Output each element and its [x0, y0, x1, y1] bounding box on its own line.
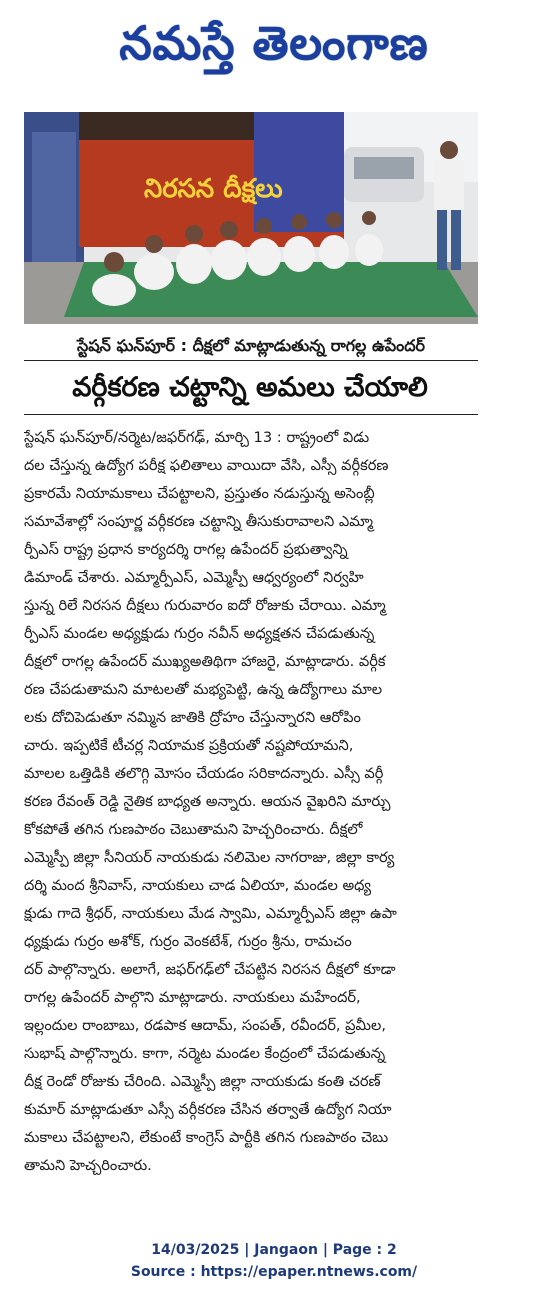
article-headline: వర్గీకరణ చట్టాన్ని అమలు చేయాలి: [72, 372, 428, 403]
article-line: మాలల ఒత్తిడికి తలొగ్గి మోసం చేయడం సరికాదన్నారు. ఎస్సీ వర్గీ: [24, 765, 384, 782]
masthead: [0, 8, 548, 78]
footer-dateline: 14/03/2025 | Jangaon | Page : 2: [151, 1242, 397, 1258]
article-line: దీక్షలో రాగల్ల ఉపేందర్ ముఖ్యఅతిథిగా హాజరై, మాట్లాడారు. వర్గీక: [24, 653, 386, 670]
article-line: రణ చేపడుతామని మాటలతో మభ్యపెట్టి, ఉన్న ఉద్యోగాలు మాల: [24, 681, 383, 698]
article-line: సమావేశాల్లో సంపూర్ణ వర్గీకరణ చట్టాన్ని తీసుకురావాలని ఎమ్మా: [24, 513, 374, 530]
article-line: దర్ పాల్గొన్నారు. అలాగే, జఫర్‌గఢ్‌లో చేపట్టిన నిరసన దీక్షలో కూడా: [24, 961, 396, 978]
article-line: ర్పీఎస్ మండల అధ్యక్షుడు గుర్రం నవీన్ అధ్యక్షతన చేపడుతున్న: [24, 625, 375, 642]
article-line: కరణ రేవంత్ రెడ్డి నైతిక బాధ్యత అన్నారు. ఆయన వైఖరిని మార్చు: [24, 793, 391, 810]
article-line: చారు. ఇప్పటికే టీచర్ల నియామక ప్రక్రియతో నష్టపోయామని,: [24, 737, 354, 754]
article-line: రాగల్ల ఉపేందర్ పాల్గొని మాట్లాడారు. నాయకులు మహేందర్,: [24, 989, 361, 1006]
article-line: ప్రకారమే నియామకాలు చేపట్టాలని, ప్రస్తుతం నడుస్తున్న అసెంబ్లీ: [24, 485, 375, 502]
article-line: క్షుడు గాదె శ్రీధర్, నాయకులు మేడ స్వామి, ఎమ్మార్పీఎస్ జిల్లా ఉపా: [24, 905, 397, 922]
article-line: తామని హెచ్చరించారు.: [24, 1157, 152, 1174]
photo-caption: స్టేషన్ ఘన్‌పూర్ : దీక్షలో మాట్లాడుతున్న రాగల్ల ఉపేందర్: [77, 336, 425, 355]
article-line: సుభాష్ పాల్గొన్నారు. కాగా, నర్మెట మండల కేంద్రంలో చేపడుతున్న: [24, 1045, 386, 1062]
article-line: దీక్ష రెండో రోజుకు చేరింది. ఎమ్మెస్పీ జిల్లా నాయకుడు కంతి చరణ్: [24, 1073, 381, 1090]
photo-illustration: [24, 112, 478, 324]
article-line: ధ్యక్షుడు గుర్రం అశోక్, గుర్రం వెంకటేశ్, గుర్రం శ్రీను, రామచం: [24, 933, 352, 950]
article-line: డిమాండ్ చేశారు. ఎమ్మార్పీఎస్, ఎమ్మెస్పీ ఆధ్వర్యంలో నిర్వహి: [24, 569, 364, 586]
article-body: [24, 424, 482, 1180]
news-photo: [24, 112, 478, 324]
article-line: దల చేస్తున్న ఉద్యోగ పరీక్ష ఫలితాలు వాయిదా వేసి, ఎస్సీ వర్గీకరణ: [24, 457, 389, 474]
article-line: కుమార్ మాట్లాడుతూ ఎస్సీ వర్గీకరణ చేసిన తర్వాతే ఉద్యోగ నియా: [24, 1101, 392, 1118]
article-line: దర్శి మంద శ్రీనివాస్, నాయకులు చాడ ఏలియా, మండల అధ్య: [24, 877, 372, 894]
article-line: మకాలు చేపట్టాలని, లేకుంటే కాంగ్రెస్ పార్టీకి తగిన గుణపాఠం చెబు: [24, 1129, 389, 1146]
headline-divider: [24, 414, 478, 415]
masthead-title: నమస్తే తెలంగాణ: [119, 16, 429, 70]
article-line: ఎమ్మెస్పీ జిల్లా సీనియర్ నాయకుడు నలిమెల నాగరాజు, జిల్లా కార్య: [24, 849, 395, 866]
footer-source: Source : https://epaper.ntnews.com/: [130, 1264, 418, 1280]
article-line: లకు దోచిపెడుతూ నమ్మిన జాతికి ద్రోహం చేస్తున్నారని ఆరోపిం: [24, 709, 361, 726]
article-line: స్తున్న రిలే నిరసన దీక్షలు గురువారం ఐదో రోజుకు చేరాయి. ఎమ్మా: [24, 597, 386, 614]
article-line: కోకపోతే తగిన గుణపాఠం చెబుతామని హెచ్చరించారు. దీక్షలో: [24, 821, 363, 838]
photo-banner-text: నిరసన దీక్షలు: [144, 174, 283, 204]
article-line: ర్పీఎస్ రాష్ట్ర ప్రధాన కార్యదర్శి రాగల్ల ఉపేందర్ ప్రభుత్వాన్ని: [24, 541, 348, 558]
caption-divider: [24, 360, 478, 361]
article-line: ఇల్లందుల రాంబాబు, రడపాక ఆదామ్, సంపత్, రవీందర్, ప్రమీల,: [24, 1017, 386, 1034]
article-line: స్టేషన్ ఘన్‌పూర్/నర్మెట/జఫర్‌గఢ్, మార్చి 13 : రాష్ట్రంలో విడు: [24, 429, 370, 446]
